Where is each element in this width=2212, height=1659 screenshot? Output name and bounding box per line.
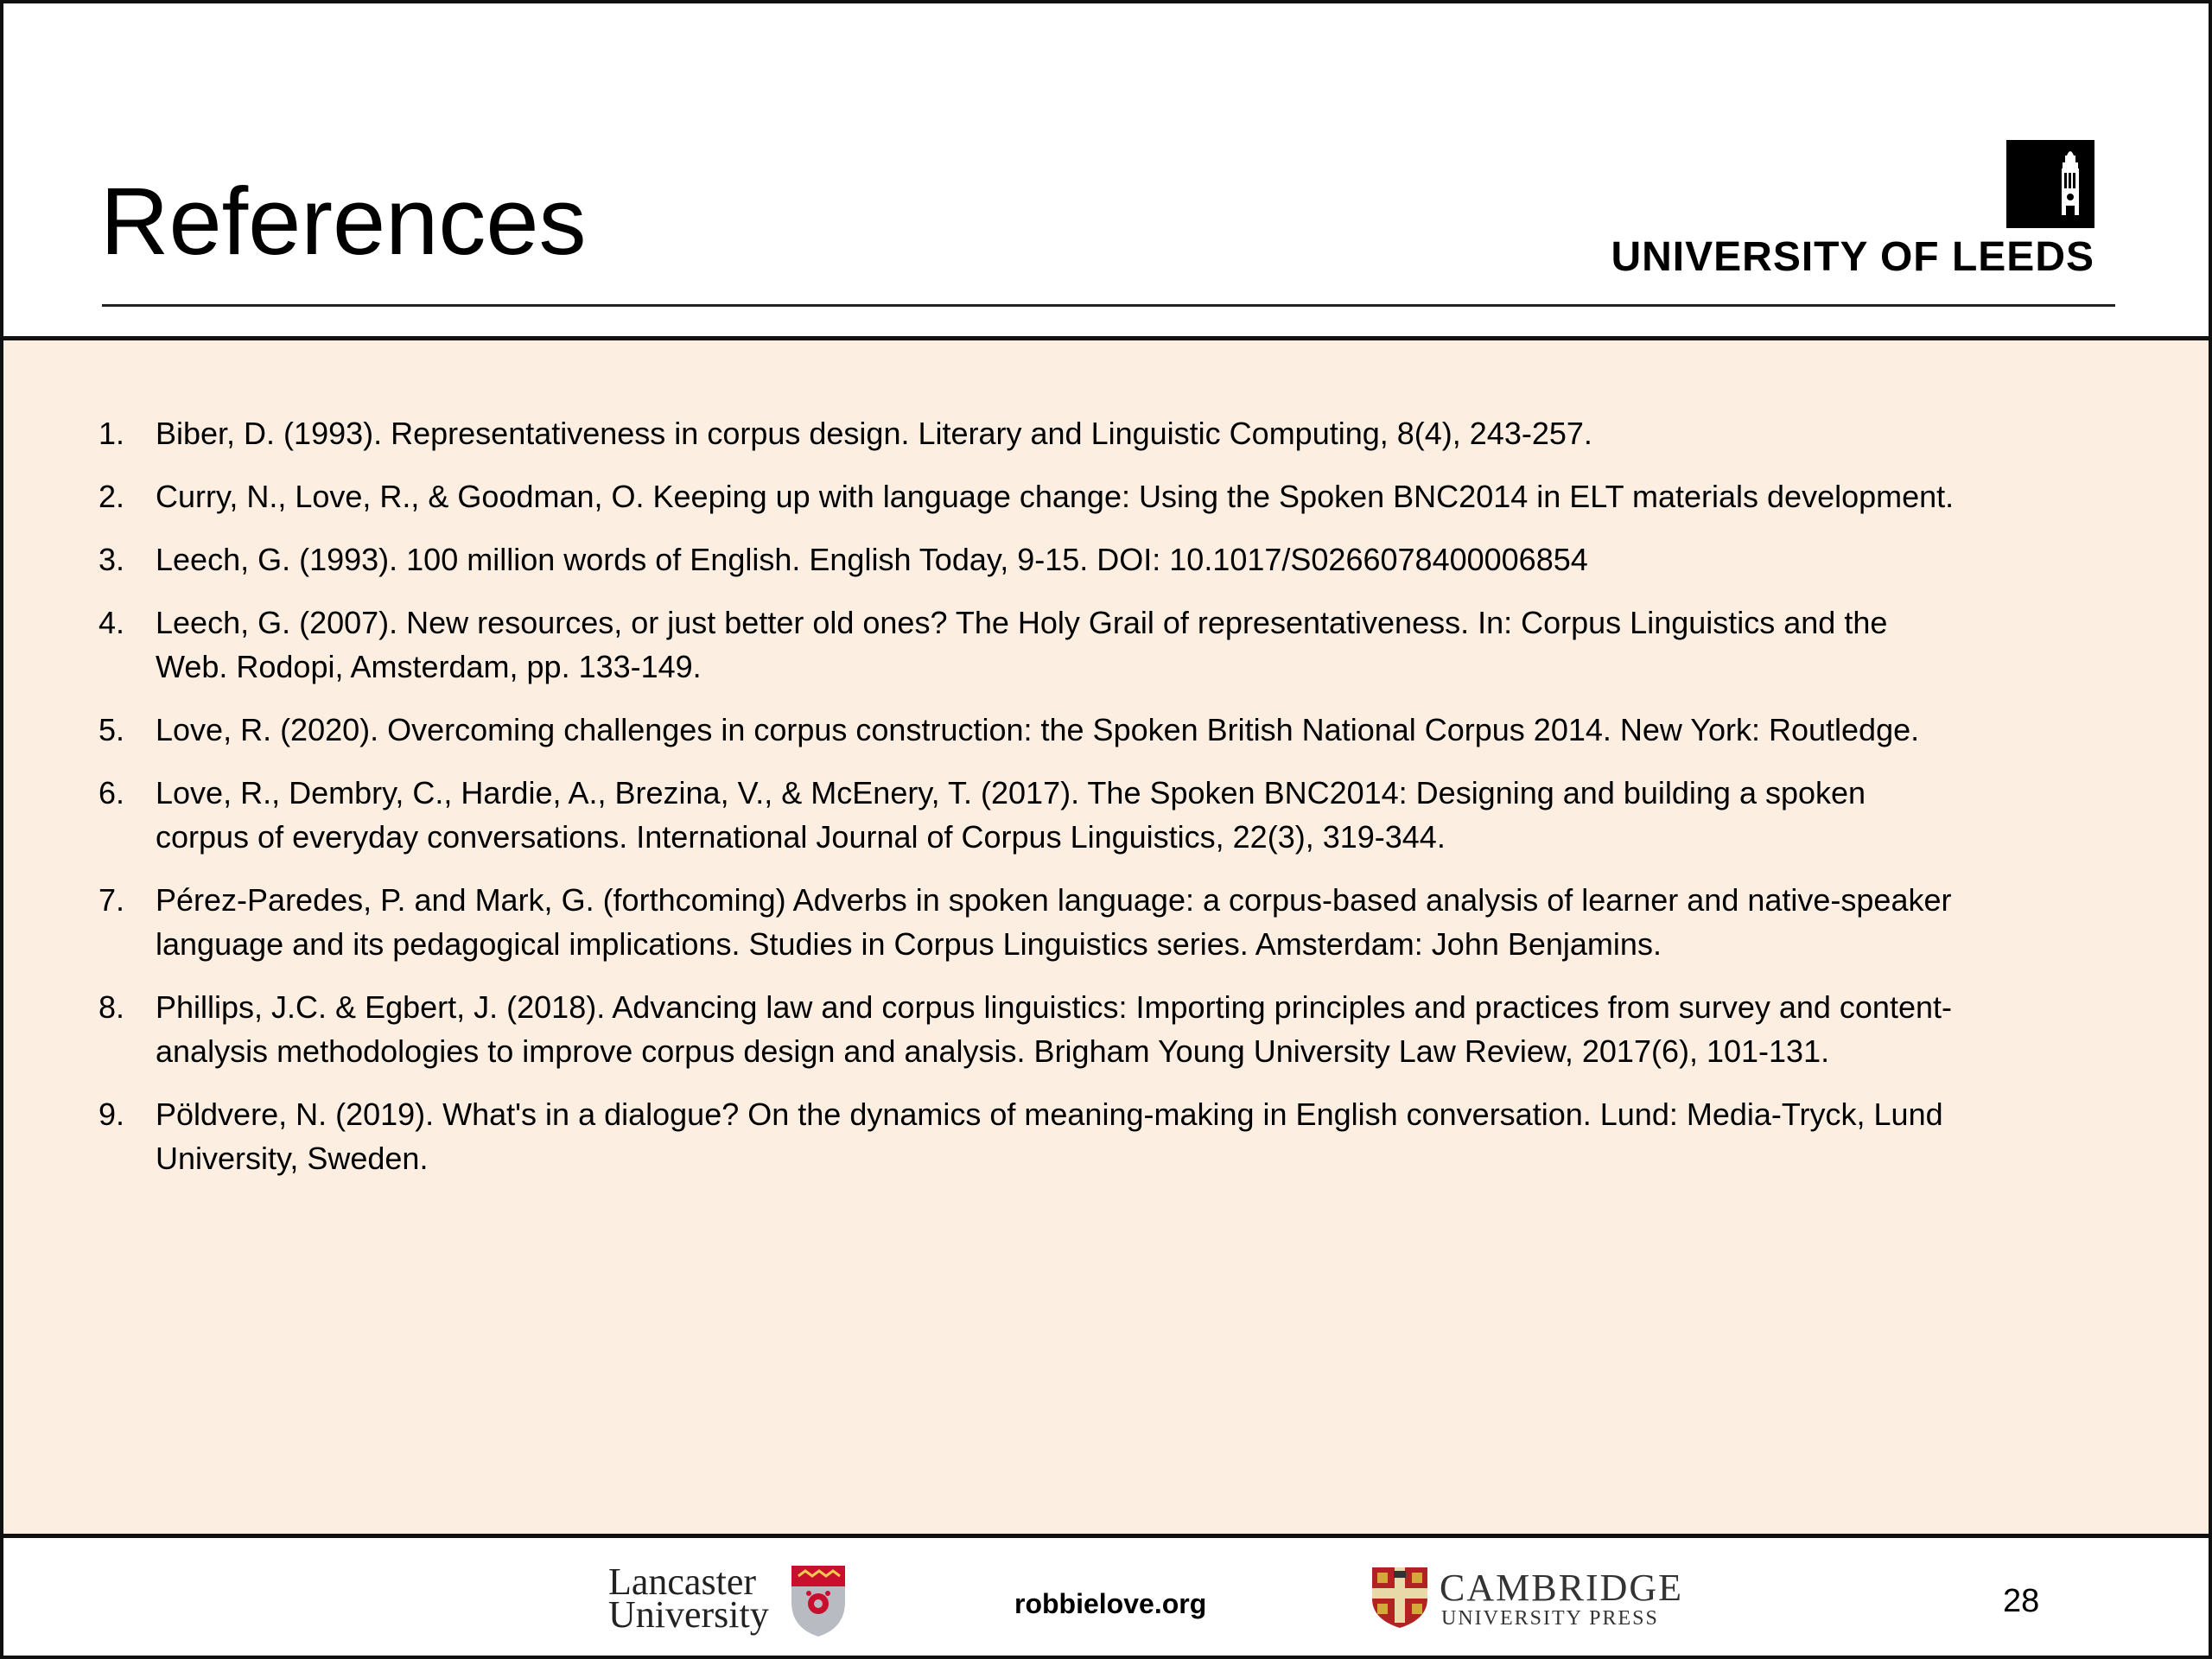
slide-title: References	[100, 168, 587, 275]
cambridge-logo-subtitle: UNIVERSITY PRESS	[1441, 1607, 1659, 1630]
reference-text: Love, R. (2020). Overcoming challenges in corpus construction: the Spoken British National Corpus 2014. New York: Routledge.	[156, 712, 1920, 747]
cambridge-shield-icon	[1370, 1566, 1429, 1630]
reference-number: 9.	[99, 1096, 125, 1132]
reference-item	[99, 878, 1956, 966]
reference-number: 1.	[99, 416, 125, 451]
slide-header	[3, 3, 2209, 340]
reference-number: 4.	[99, 605, 125, 640]
leeds-logo-text: UNIVERSITY OF LEEDS	[1611, 234, 2094, 280]
reference-item	[99, 771, 1956, 859]
reference-item	[99, 474, 1956, 518]
references-list	[99, 411, 1956, 1199]
reference-item	[99, 1092, 1956, 1180]
reference-text: Love, R., Dembry, C., Hardie, A., Brezina, V., & McEnery, T. (2017). The Spoken BNC2014: Designing and building a spoken corpus of everyday conversations. International Journal of Corpus Linguistics, 22(3), 319-344.	[156, 775, 1866, 855]
page-number: 28	[2003, 1583, 2040, 1619]
reference-text: Phillips, J.C. & Egbert, J. (2018). Advancing law and corpus linguistics: Importing principles and practices from survey and content-analysis methodologies to improve corpus design and analysis. Brigham Young University Law Review, 2017(6), 101-131.	[156, 989, 1952, 1069]
reference-number: 5.	[99, 712, 125, 747]
reference-item	[99, 708, 1956, 752]
references-panel	[3, 340, 2209, 1538]
website-link[interactable]: robbielove.org	[1014, 1588, 1207, 1619]
reference-text: Leech, G. (1993). 100 million words of English. English Today, 9-15. DOI: 10.1017/S0266078400006854	[156, 542, 1588, 577]
reference-item	[99, 985, 1956, 1073]
cambridge-university-press-logo	[1370, 1566, 1699, 1635]
reference-text: Pöldvere, N. (2019). What's in a dialogue? On the dynamics of meaning-making in English conversation. Lund: Media-Tryck, Lund University, Sweden.	[156, 1096, 1943, 1176]
reference-text: Pérez-Paredes, P. and Mark, G. (forthcoming) Adverbs in spoken language: a corpus-based analysis of learner and native-speaker language and its pedagogical implications. Studies in Corpus Linguistics series. Amsterdam: John Benjamins.	[156, 882, 1952, 962]
university-of-leeds-logo	[1611, 140, 2103, 283]
lancaster-logo-line-2: University	[608, 1593, 769, 1636]
cambridge-logo-name: CAMBRIDGE	[1440, 1567, 1684, 1609]
reference-number: 7.	[99, 882, 125, 918]
lancaster-university-logo	[608, 1560, 850, 1642]
reference-item	[99, 411, 1956, 455]
reference-number: 8.	[99, 989, 125, 1025]
reference-number: 3.	[99, 542, 125, 577]
slide-footer	[3, 1538, 2209, 1659]
reference-text: Curry, N., Love, R., & Goodman, O. Keeping up with language change: Using the Spoken BNC2014 in ELT materials development.	[156, 479, 1955, 514]
reference-text: Leech, G. (2007). New resources, or just better old ones? The Holy Grail of representativeness. In: Corpus Linguistics and the Web. Rodopi, Amsterdam, pp. 133-149.	[156, 605, 1888, 684]
reference-number: 6.	[99, 775, 125, 810]
lancaster-logo-text	[608, 1560, 769, 1636]
reference-item	[99, 601, 1956, 689]
reference-text: Biber, D. (1993). Representativeness in corpus design. Literary and Linguistic Computing, 8(4), 243-257.	[156, 416, 1592, 451]
leeds-tower-icon	[2006, 140, 2094, 228]
lancaster-logo-line-1: Lancaster	[608, 1560, 756, 1603]
reference-item	[99, 537, 1956, 582]
reference-number: 2.	[99, 479, 125, 514]
lancaster-shield-icon	[790, 1564, 847, 1638]
title-divider	[102, 304, 2115, 307]
